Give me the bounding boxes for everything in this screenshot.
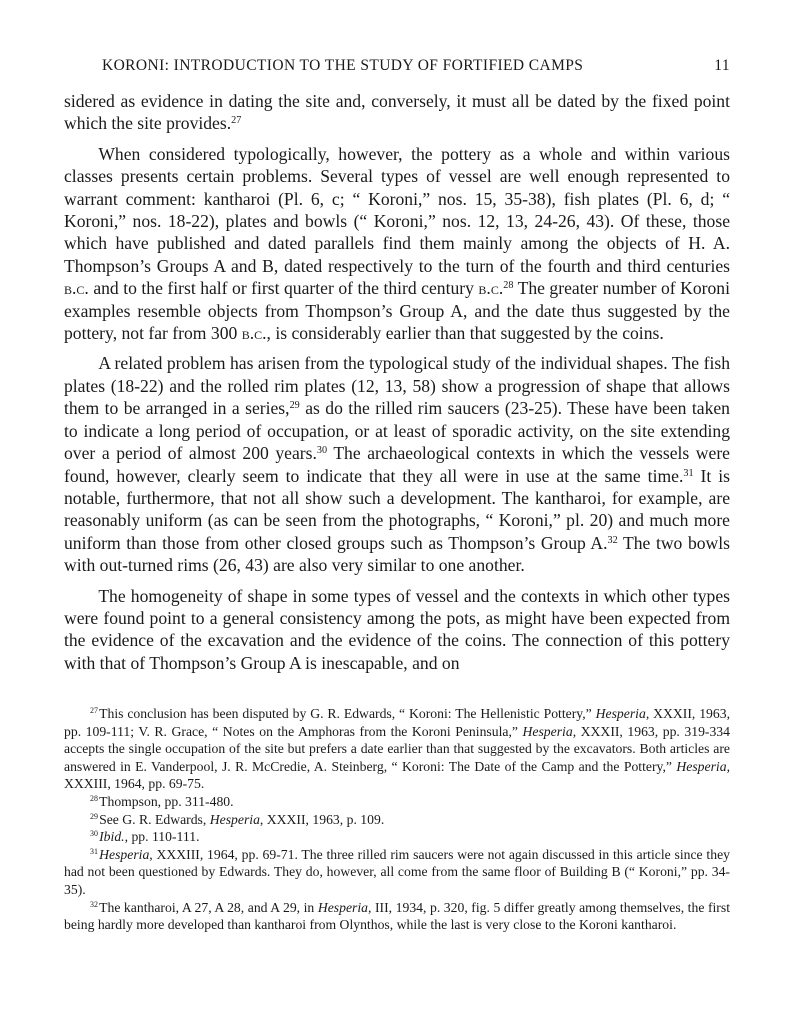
text: , is considerably earlier than that suggested by the coins. <box>266 323 664 344</box>
paragraph-4 <box>64 585 730 675</box>
journal-title: Hesperia <box>209 811 260 827</box>
footnote-number: 32 <box>90 899 98 909</box>
era-abbrev: b.c. <box>241 323 267 344</box>
era-abbrev: b.c. <box>64 278 89 299</box>
footnote-ref-30: 30 <box>316 444 328 456</box>
footnote-ref-31: 31 <box>683 467 694 479</box>
text: See G. R. Edwards, <box>99 811 207 827</box>
journal-title: Hesperia <box>595 706 646 721</box>
journal-title: Hesperia <box>522 723 573 739</box>
footnote-number: 29 <box>90 811 98 821</box>
text: The kantharoi, A 27, A 28, and A 29, in <box>99 899 315 915</box>
page-number: 11 <box>714 57 730 74</box>
ibid: Ibid. <box>99 829 125 845</box>
footnote-number: 30 <box>90 829 98 839</box>
footnote-31 <box>64 846 730 899</box>
era-abbrev: b.c. <box>478 278 504 299</box>
footnote-ref-32: 32 <box>607 534 618 546</box>
journal-title: Hesperia <box>676 758 727 774</box>
text: , XXXII, 1963, pp. 319-334 accepts the single occupation of the site but prefers a date earlier than that suggested by the excavators. Both articles are answered in E. Vanderpool, J. R. McCredie, A. Steinberg, “ Koroni: The Date of the Camp and the Pottery,” <box>64 723 730 774</box>
footnote-ref-29: 29 <box>289 400 300 412</box>
text: The homogeneity of shape in some types of vessel and the contexts in which other types were found point to a general consistency among the pots, as might have been expected from the evidence of the excavation and the evidence of the coins. The connection of this pottery with that of Thompson’s Group A is inescapable, and on <box>64 585 730 673</box>
text: , XXXII, 1963, pp. 109-111; V. R. Grace, “ Notes on the Amphoras from the Koroni Peninsula,” <box>64 706 730 739</box>
footnote-ref-27: 27 <box>231 115 242 127</box>
running-title: KORONI: INTRODUCTION TO THE STUDY OF FORTIFIED CAMPS <box>102 57 584 74</box>
journal-title: Hesperia <box>99 846 150 862</box>
paragraph-2 <box>64 143 730 345</box>
paragraph-1 <box>64 90 730 135</box>
journal-title: Hesperia <box>317 899 369 915</box>
footnote-number: 27 <box>90 706 98 716</box>
paragraph-3 <box>64 352 730 576</box>
text: , III, 1934, p. 320, fig. 5 differ greatly among themselves, the first being hardly more developed than kantharoi from Olynthos, while the last is very close to the Koroni kantharoi. <box>64 899 730 933</box>
footnote-ref-28: 28 <box>503 280 514 292</box>
text: , pp. 110-111. <box>124 829 200 845</box>
footnote-number: 28 <box>90 794 98 804</box>
text: , XXXIII, 1964, pp. 69-71. The three rilled rim saucers were not again discussed in this article since they had not been questioned by Edwards. They do, however, all come from the same floor of Building B (“ Koroni,” pp. 34-35). <box>64 846 730 897</box>
text: sidered as evidence in dating the site and, conversely, it must all be dated by the fixed point which the site provides. <box>64 91 730 134</box>
text: Thompson, pp. 311-480. <box>99 793 234 809</box>
footnote-32 <box>64 899 730 934</box>
running-header <box>64 57 730 81</box>
text: When considered typologically, however, the pottery as a whole and within various classes presents certain problems. Several types of vessel are well enough represented to warrant comment: kantharoi (Pl. 6, c; “ Koroni,” nos. 15, 35-38), fish plates (Pl. 6, d; “ Koroni,” nos. 18-22), plates and bowls (“ Koroni,” nos. 12, 13, 24-26, 43). Of these, those which have published and dated parallels find them mainly among the objects of H. A. Thompson’s Groups A and B, dated respectively to the turn of the fourth and third centuries <box>64 143 730 276</box>
text: as do the rilled rim saucers (23-25). These have been taken to indicate a long period of occupation, or at least of sporadic activity, on the site extending over a period of almost 200 years. <box>64 398 730 464</box>
text: This conclusion has been disputed by G. R. Edwards, “ Koroni: The Hellenistic Pottery,” <box>99 706 592 721</box>
text: The two bowls with out-turned rims (26, 43) are also very similar to one another. <box>64 532 730 576</box>
footnote-28 <box>64 793 730 811</box>
footnote-30 <box>64 828 730 846</box>
footnote-27 <box>64 705 730 793</box>
text: The greater number of Koroni examples resemble objects from Thompson’s Group A, and the date thus suggested by the pottery, not far from 300 <box>64 278 730 344</box>
text: , XXXII, 1963, p. 109. <box>259 811 385 827</box>
footnote-number: 31 <box>90 846 98 856</box>
footnotes <box>64 705 730 934</box>
text: It is notable, furthermore, that not all show such a development. The kantharoi, for example, are reasonably uniform (as can be seen from the photographs, “ Koroni,” pl. 20) and much more uniform than those from other closed groups such as Thompson’s Group A. <box>64 465 730 553</box>
text: and to the first half or first quarter of the third century <box>93 278 474 299</box>
text: The archaeological contexts in which the vessels were found, however, clearly seem to indicate that they all were in use at the same time. <box>64 443 730 486</box>
text: , XXXIII, 1964, pp. 69-75. <box>64 758 730 792</box>
text: A related problem has arisen from the typological study of the individual shapes. The fish plates (18-22) and the rolled rim plates (12, 13, 58) show a progression of shape that allows them to be arranged in a series, <box>64 353 730 419</box>
footnote-29 <box>64 811 730 829</box>
main-text <box>64 90 730 674</box>
